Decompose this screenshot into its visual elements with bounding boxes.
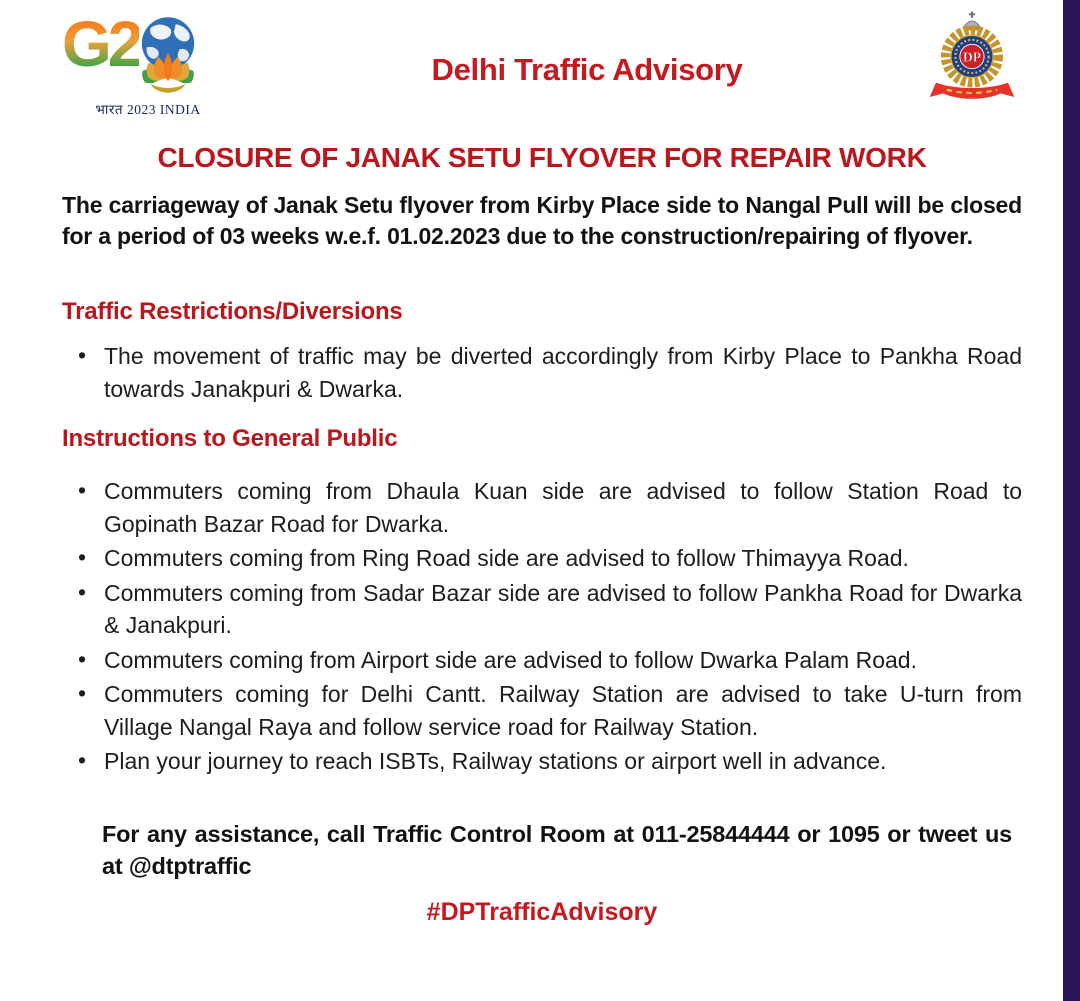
g20-wordmark-row bbox=[62, 8, 252, 98]
list-item-text: Commuters coming from Sadar Bazar side are advised to follow Pankha Road for Dwarka & Janakpuri. bbox=[104, 579, 1022, 638]
g20-wordmark-text: G2 bbox=[62, 8, 140, 80]
instructions-list bbox=[62, 475, 1022, 778]
list-item-text: Plan your journey to reach ISBTs, Railway stations or airport well in advance. bbox=[104, 748, 887, 774]
list-item bbox=[62, 340, 1022, 405]
bullet-dot: • bbox=[78, 342, 87, 368]
list-item-text: Commuters coming from Ring Road side are advised to follow Thimayya Road. bbox=[104, 545, 909, 571]
list-item bbox=[62, 542, 1022, 575]
list-item bbox=[62, 678, 1022, 743]
header bbox=[62, 6, 1022, 118]
list-item-text: Commuters coming from Dhaula Kuan side are advised to follow Station Road to Gopinath Bazar Road for Dwarka. bbox=[104, 478, 1022, 537]
section-heading-instructions: Instructions to General Public bbox=[62, 425, 398, 452]
right-edge-stripe bbox=[1063, 0, 1080, 1001]
g20-logo bbox=[62, 6, 252, 118]
bullet-dot: • bbox=[78, 747, 87, 773]
list-item bbox=[62, 577, 1022, 642]
list-item-text: The movement of traffic may be diverted accordingly from Kirby Place to Pankha Road towards Janakpuri & Dwarka. bbox=[104, 343, 1022, 402]
page-title: Delhi Traffic Advisory bbox=[431, 52, 743, 87]
hashtag: #DPTrafficAdvisory bbox=[426, 897, 658, 926]
title-wrap bbox=[252, 6, 922, 88]
restrictions-list bbox=[62, 340, 1022, 405]
badge-wrap bbox=[922, 6, 1022, 112]
assistance-note: For any assistance, call Traffic Control Room at 011-25844444 or 1095 or tweet us at @dtptraffic bbox=[102, 820, 1012, 879]
advisory-intro: The carriageway of Janak Setu flyover from Kirby Place side to Nangal Pull will be closed for a period of 03 weeks w.e.f. 01.02.2023 due to the construction/repairing of flyover. bbox=[62, 192, 1022, 249]
list-item-text: Commuters coming from Airport side are advised to follow Dwarka Palam Road. bbox=[104, 646, 917, 673]
globe-lotus-icon bbox=[137, 16, 199, 98]
g20-tagline: भारत 2023 INDIA bbox=[95, 102, 201, 117]
bullet-dot: • bbox=[78, 477, 87, 503]
list-item-text: Commuters coming for Delhi Cantt. Railway Station are advised to take U-turn from Village Nangal Raya and follow service road for Railway Station. bbox=[104, 681, 1022, 740]
delhi-police-badge-icon bbox=[927, 10, 1017, 112]
list-item bbox=[62, 475, 1022, 540]
list-item bbox=[62, 745, 1022, 778]
list-item bbox=[62, 644, 1022, 677]
section-heading-restrictions: Traffic Restrictions/Diversions bbox=[62, 298, 403, 325]
bullet-dot: • bbox=[78, 680, 87, 706]
advisory-heading: CLOSURE OF JANAK SETU FLYOVER FOR REPAIR WORK bbox=[157, 142, 927, 173]
bullet-dot: • bbox=[78, 645, 87, 672]
bullet-dot: • bbox=[78, 578, 87, 605]
bullet-dot: • bbox=[78, 544, 87, 570]
badge-monogram: DP bbox=[963, 49, 981, 65]
